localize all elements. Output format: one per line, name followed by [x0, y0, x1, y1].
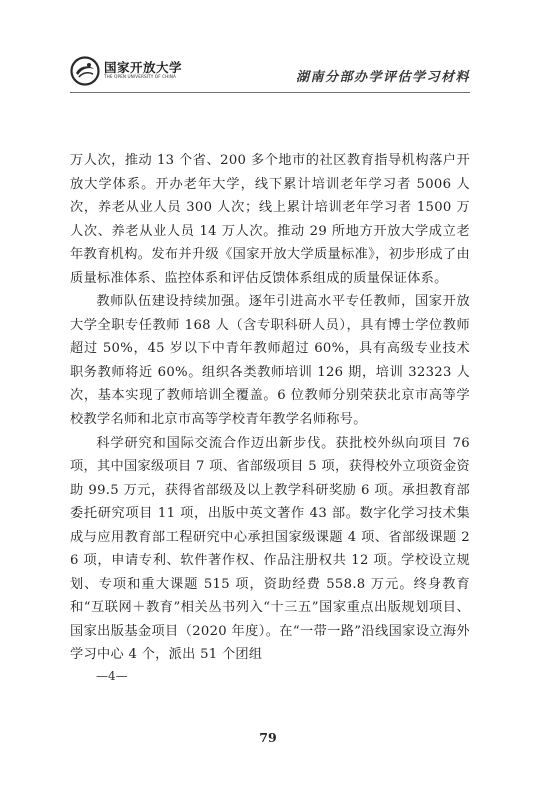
paragraph: 教师队伍建设持续加强。逐年引进高水平专任教师，国家开放大学全职专任教师 168 人（含专职科研人员），具有博士学位教师超过 50%，45 岁以下中青年教师超过 60%，具有高级专业技术职务教师将近 60%。组织各类教师培训 126 期，培训 32323 人次，基本实现了教师培训全覆盖。6 位教师分别荣获北京市高等学校教学名师和北京市高等学校青年教学名师称号。 — [70, 294, 470, 428]
university-name-cn: 国家开放大学 — [104, 60, 183, 75]
university-name-en: THE OPEN UNIVERSITY OF CHINA — [104, 74, 176, 79]
source-page-mark: —4— — [96, 669, 128, 683]
body-text — [70, 149, 470, 667]
paragraph: 科学研究和国际交流合作迈出新步伐。获批校外纵向项目 76 项，其中国家级项目 7 项、省部级项目 5 项，获得校外立项资金资助 99.5 万元，获得省部级及以上教学科研奖励 6 项。承担教育部委托研究项目 11 项，出版中英文著作 43 部。数字化学习技术集成与应用教育部工程研究中心承担国家级课题 4 项、省部级课题 26 项，申请专利、软件著作权、作品注册权共 12 项。学校设立规划、专项和重大课题 515 项，资助经费 558.8 万元。终身教育和“互联网＋教育”相关丛书列入“十三五”国家重点出版规划项目、国家出版基金项目（2020 年度）。在“一带一路”沿线国家设立海外学习中心 4 个，派出 51 个团组 — [70, 435, 470, 663]
paragraph: 万人次，推动 13 个省、200 多个地市的社区教育指导机构落户开放大学体系。开办老年大学，线下累计培训老年学习者 5006 人次，养老从业人员 300 人次；线上累计培训老年学习者 1500 万人次、养老从业人员 14 万人次。推动 29 所地方开放大学成立老年教育机构。发布并升级《国家开放大学质量标准》，初步形成了由质量标准体系、监控体系和评估反馈体系组成的质量保证体系。 — [70, 153, 470, 286]
page-header — [70, 52, 470, 92]
university-logo-icon — [70, 56, 100, 86]
page-number: 79 — [259, 730, 277, 745]
document-series-title: 湖南分部办学评估学习材料 — [295, 70, 470, 85]
header-divider — [70, 92, 470, 93]
